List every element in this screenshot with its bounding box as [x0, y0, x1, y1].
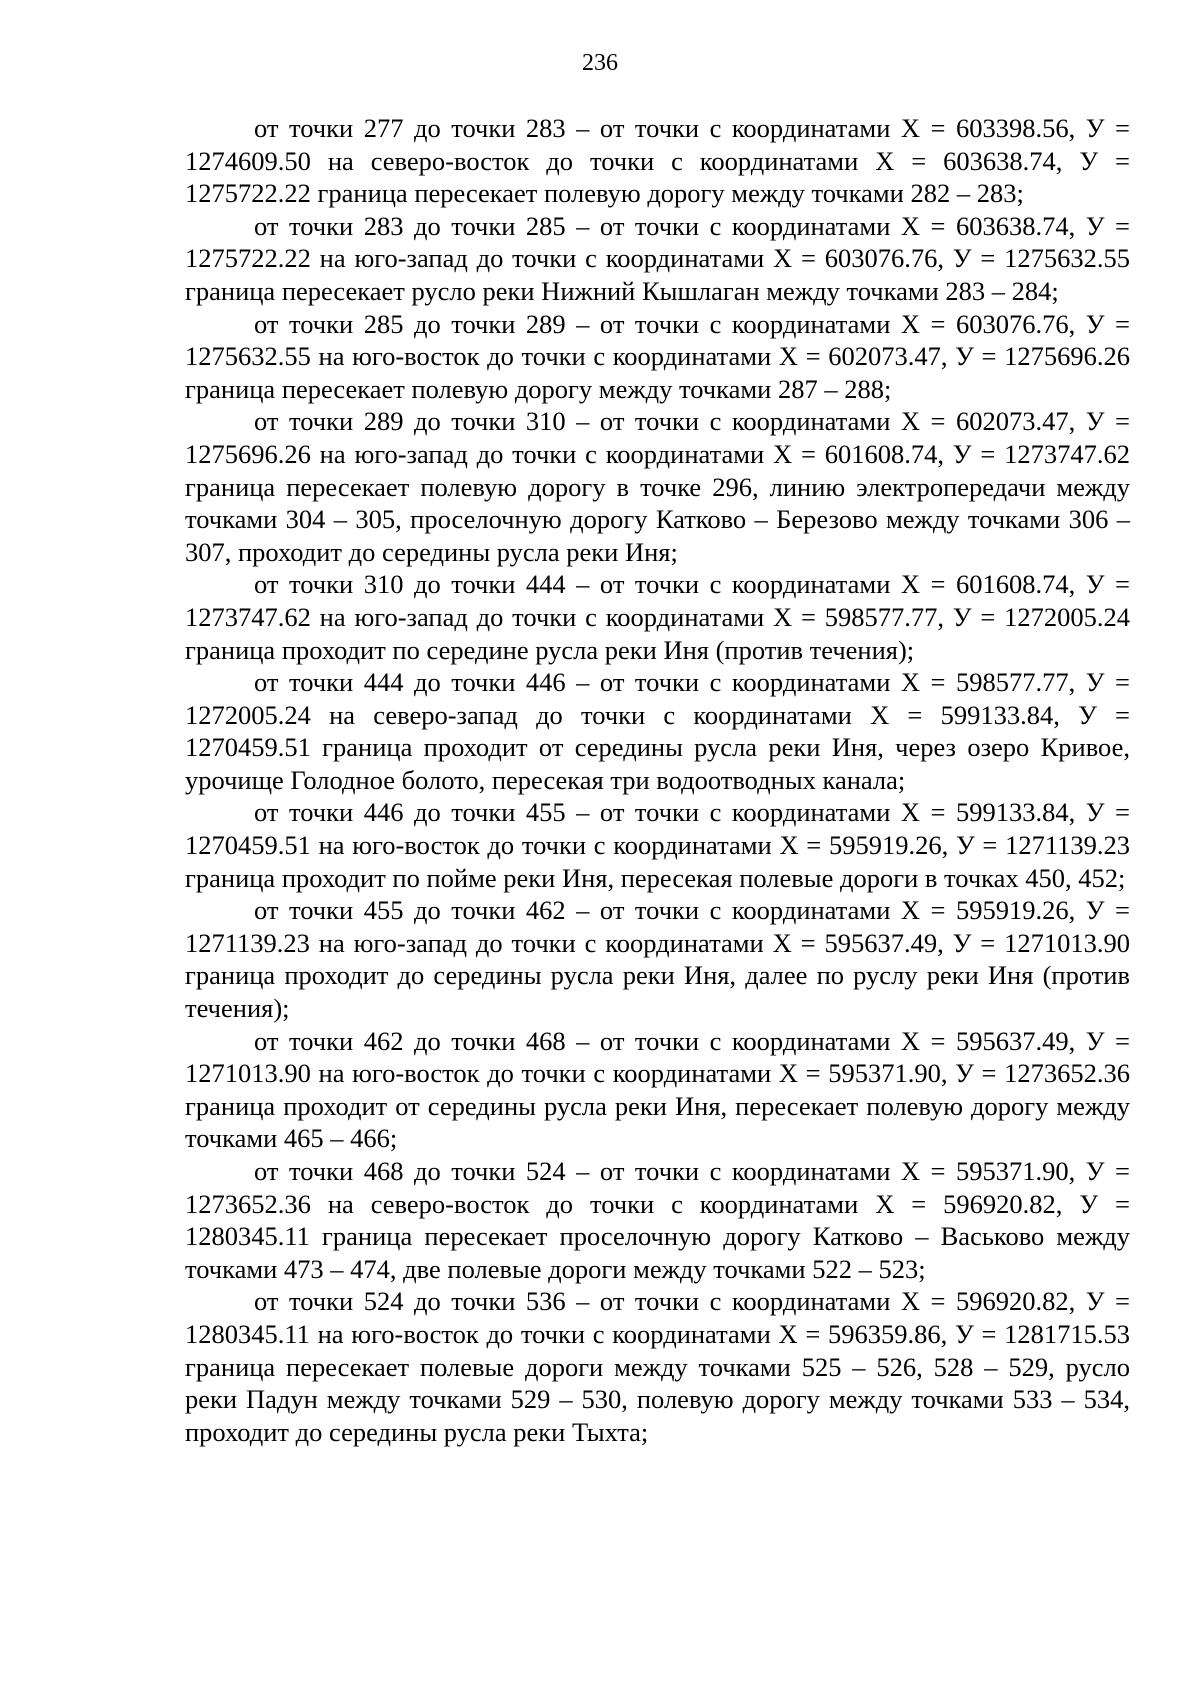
- boundary-paragraph: от точки 462 до точки 468 – от точки с координатами Х = 595637.49, У = 1271013.90 на юго-восток до точки с координатами Х = 595371.90, У = 1273652.36 граница проходит от середины русла реки Иня, пересекает полевую дорогу между точками 465 – 466;: [185, 1025, 1130, 1154]
- boundary-paragraph: от точки 289 до точки 310 – от точки с координатами Х = 602073.47, У = 1275696.26 на юго-запад до точки с координатами Х = 601608.74, У = 1273747.62 граница пересекает полевую дорогу в точке 296, линию электропередачи между точками 304 – 305, проселочную дорогу Катково – Березово между точками 306 – 307, проходит до середины русла реки Иня;: [185, 406, 1130, 567]
- boundary-paragraph: от точки 277 до точки 283 – от точки с координатами Х = 603398.56, У = 1274609.50 на северо-восток до точки с координатами Х = 603638.74, У = 1275722.22 граница пересекает полевую дорогу между точками 282 – 283;: [185, 113, 1130, 209]
- boundary-paragraph: от точки 283 до точки 285 – от точки с координатами Х = 603638.74, У = 1275722.22 на юго-запад до точки с координатами Х = 603076.76, У = 1275632.55 граница пересекает русло реки Нижний Кышлаган между точками 283 – 284;: [185, 210, 1130, 306]
- boundary-paragraph: от точки 310 до точки 444 – от точки с координатами Х = 601608.74, У = 1273747.62 на юго-запад до точки с координатами Х = 598577.77, У = 1272005.24 граница проходит по середине русла реки Иня (против течения);: [185, 569, 1130, 665]
- document-body: [185, 112, 1130, 1448]
- page-number: 236: [582, 50, 618, 76]
- boundary-paragraph: от точки 285 до точки 289 – от точки с координатами Х = 603076.76, У = 1275632.55 на юго-восток до точки с координатами Х = 602073.47, У = 1275696.26 граница пересекает полевую дорогу между точками 287 – 288;: [185, 308, 1130, 404]
- boundary-paragraph: от точки 444 до точки 446 – от точки с координатами Х = 598577.77, У = 1272005.24 на северо-запад до точки с координатами Х = 599133.84, У = 1270459.51 граница проходит от середины русла реки Иня, через озеро Кривое, урочище Голодное болото, пересекая три водоотводных канала;: [185, 667, 1130, 795]
- boundary-paragraph: от точки 524 до точки 536 – от точки с координатами Х = 596920.82, У = 1280345.11 на юго-восток до точки с координатами Х = 596359.86, У = 1281715.53 граница пересекает полевые дороги между точками 525 – 526, 528 – 529, русло реки Падун между точками 529 – 530, полевую дорогу между точками 533 – 534, проходит до середины русла реки Тыхта;: [185, 1286, 1130, 1447]
- boundary-paragraph: от точки 446 до точки 455 – от точки с координатами Х = 599133.84, У = 1270459.51 на юго-восток до точки с координатами Х = 595919.26, У = 1271139.23 граница проходит по пойме реки Иня, пересекая полевые дороги в точках 450, 452;: [185, 797, 1130, 893]
- boundary-paragraph: от точки 468 до точки 524 – от точки с координатами Х = 595371.90, У = 1273652.36 на северо-восток до точки с координатами Х = 596920.82, У = 1280345.11 граница пересекает проселочную дорогу Катково – Васьково между точками 473 – 474, две полевые дороги между точками 522 – 523;: [185, 1156, 1130, 1284]
- boundary-paragraph: от точки 455 до точки 462 – от точки с координатами Х = 595919.26, У = 1271139.23 на юго-запад до точки с координатами Х = 595637.49, У = 1271013.90 граница проходит до середины русла реки Иня, далее по руслу реки Иня (против течения);: [185, 895, 1130, 1024]
